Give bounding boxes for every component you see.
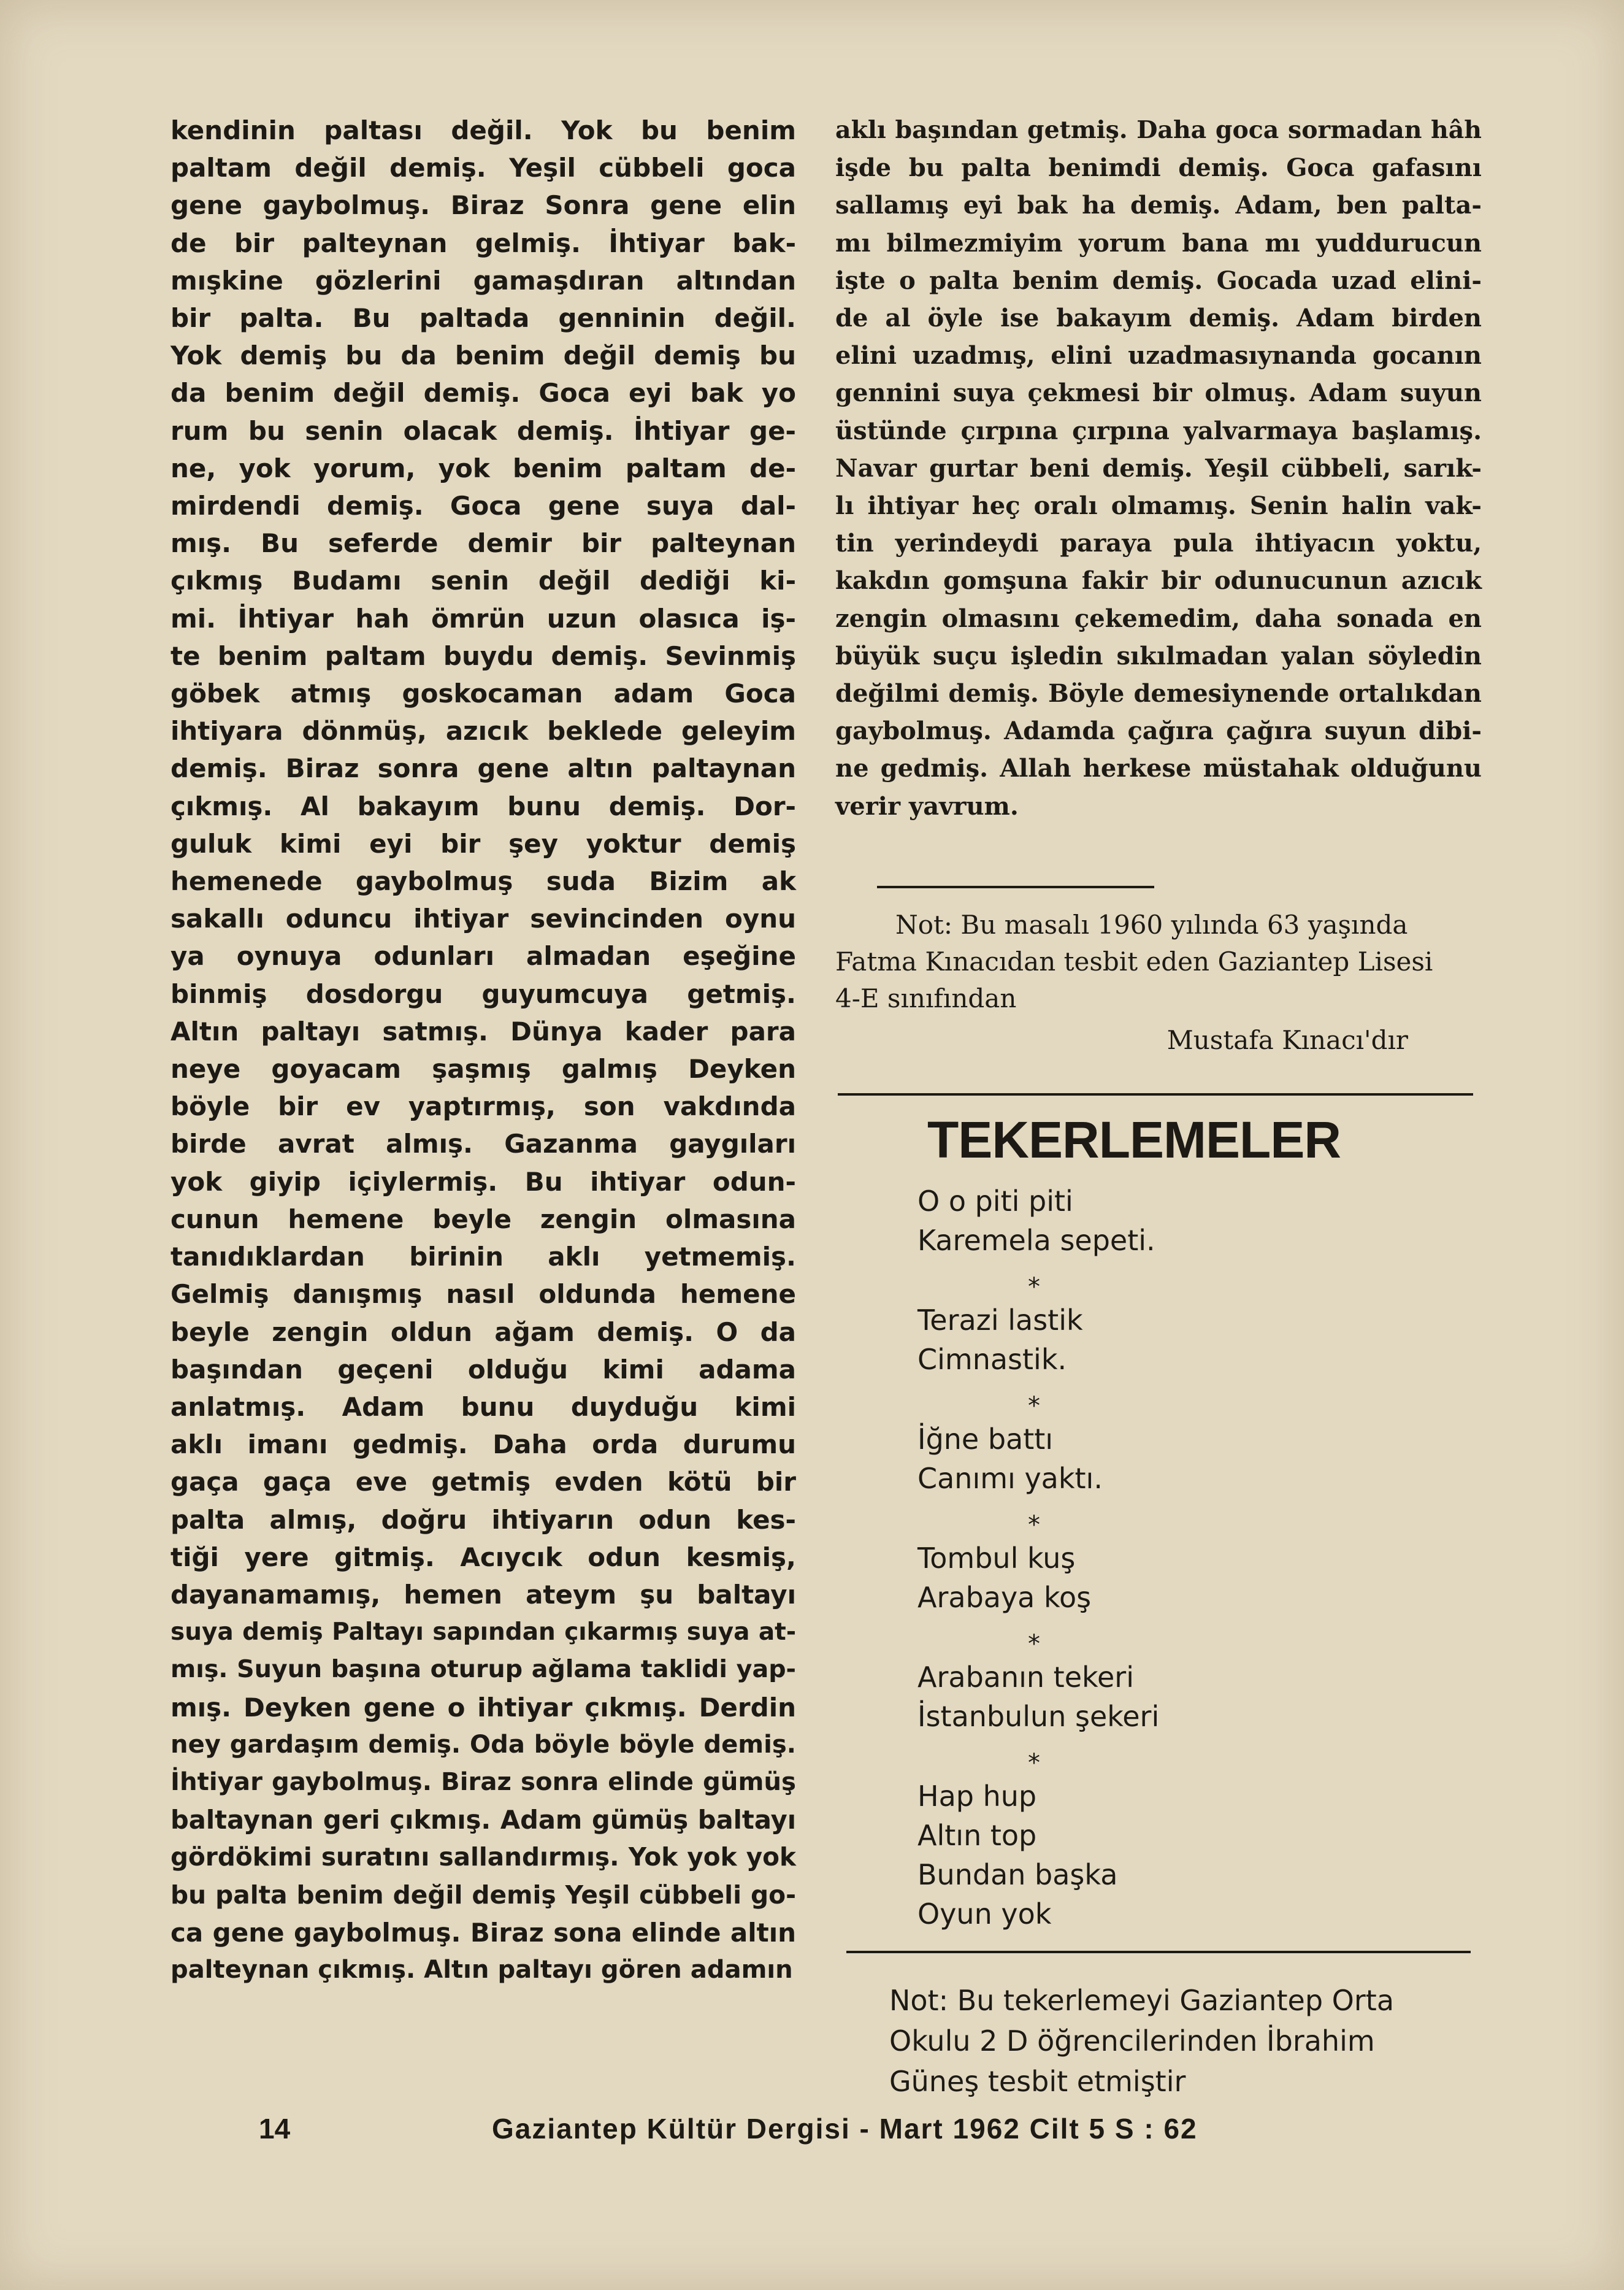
text-line: Altın paltayı satmış. Dünya kader para	[170, 1016, 796, 1047]
divider-bottom	[846, 1951, 1471, 1953]
text-line: palta almış, doğru ihtiyarın odun kes-	[170, 1504, 796, 1535]
text-line: palteynan çıkmış. Altın paltayı gören adamın	[170, 1955, 793, 1984]
text-line: zengin olmasını çekemedim, daha sonada en	[835, 604, 1482, 633]
text-line: verir yavrum.	[835, 791, 1019, 821]
text-line: lı ihtiyar heç oralı olmamış. Senin halin vak-	[835, 491, 1482, 521]
text-line: sallamış eyi bak ha demiş. Adam, ben palta-	[835, 191, 1482, 220]
text-line: gaybolmuş. Adamda çağıra çağıra suyun dibi-	[835, 717, 1482, 746]
text-line: Navar gurtar beni demiş. Yeşil cübbeli, sarık-	[835, 453, 1482, 483]
stanza-separator: *	[1028, 1273, 1040, 1301]
text-line: guluk kimi eyi bir şey yoktur demiş	[170, 828, 796, 859]
text-line: kakdın gomşuna fakir bir odunucunun azıcık	[835, 566, 1482, 596]
text-line: yok giyip içiylermiş. Bu ihtiyar odun-	[170, 1166, 796, 1197]
journal-info: Gaziantep Kültür Dergisi - Mart 1962 Cilt 5 S : 62	[492, 2113, 1198, 2145]
text-line: işte o palta benim demiş. Gocada uzad elini-	[835, 266, 1482, 295]
text-line: elini uzadmış, elini uzadmasıynanda gocanın	[835, 341, 1482, 371]
text-line: rum bu senin olacak demiş. İhtiyar ge-	[170, 415, 796, 446]
stanza	[917, 1777, 1285, 1934]
verse-line: Oyun yok	[917, 1897, 1052, 1931]
text-line: beyle zengin oldun ağam demiş. O da	[170, 1316, 796, 1347]
left-text-column	[170, 112, 796, 1989]
divider-long	[838, 1093, 1473, 1096]
text-line: gene gaybolmuş. Biraz Sonra gene elin	[170, 190, 796, 221]
stanza-separator: *	[1028, 1392, 1040, 1420]
text-line: mışkine gözlerini gamaşdıran altından	[170, 265, 796, 296]
text-line: sakallı oduncu ihtiyar sevincinden oynu	[170, 904, 796, 934]
verse-line: Bundan başka	[917, 1858, 1118, 1891]
tekerleme-poem	[917, 1182, 1285, 1934]
note-tekerleme-line-1: Not: Bu tekerlemeyi Gaziantep Orta	[889, 1984, 1395, 2017]
text-line: neye goyacam şaşmış galmış Deyken	[170, 1054, 796, 1085]
text-line: da benim değil demiş. Goca eyi bak yo	[170, 378, 796, 409]
verse-line: Cimnastik.	[917, 1343, 1067, 1376]
text-line: ne, yok yorum, yok benim paltam de-	[170, 453, 796, 483]
stanza-separator: *	[1028, 1749, 1040, 1777]
text-line: ne gedmiş. Allah herkese müstahak olduğunu	[835, 754, 1482, 783]
stanza	[917, 1182, 1285, 1260]
right-text-column	[835, 112, 1482, 825]
verse-line: Altın top	[917, 1819, 1037, 1852]
stanza-separator: *	[1028, 1630, 1040, 1658]
verse-line: Hap hup	[917, 1780, 1037, 1813]
verse-line: Tombul kuş	[917, 1542, 1076, 1575]
verse-line: Canımı yaktı.	[917, 1462, 1103, 1495]
text-line: suya demiş Paltayı sapından çıkarmış suya at-	[170, 1618, 796, 1646]
text-line: kendinin paltası değil. Yok bu benim	[170, 115, 796, 145]
text-line: hemenede gaybolmuş suda Bizim ak	[170, 866, 796, 897]
verse-line: Terazi lastik	[917, 1304, 1083, 1337]
text-line: İhtiyar gaybolmuş. Biraz sonra elinde gümüş	[170, 1767, 796, 1796]
text-line: birde avrat almış. Gazanma gaygıları	[170, 1129, 796, 1159]
divider-short	[877, 886, 1154, 888]
text-line: tanıdıklardan birinin aklı yetmemiş.	[170, 1242, 796, 1272]
text-line: demiş. Biraz sonra gene altın paltaynan	[170, 753, 796, 784]
note-masal-line-2: Fatma Kınacıdan tesbit eden Gaziantep Lisesi	[835, 947, 1433, 977]
text-line: gördökimi suratını sallandırmış. Yok yok yok	[170, 1842, 796, 1872]
text-line: gennini suya çekmesi bir olmuş. Adam suyun	[835, 378, 1482, 408]
text-line: işde bu palta benimdi demiş. Goca gafasını	[835, 153, 1482, 183]
text-line: çıkmış. Al bakayım bunu demiş. Dor-	[170, 791, 796, 821]
text-line: cunun hemene beyle zengin olmasına	[170, 1204, 796, 1234]
text-line: Gelmiş danışmış nasıl oldunda hemene	[170, 1279, 796, 1310]
text-line: mış. Suyun başına oturup ağlama taklidi yap-	[170, 1655, 796, 1684]
text-line: te benim paltam buydu demiş. Sevinmiş	[170, 640, 796, 671]
text-line: mı bilmezmiyim yorum bana mı yuddurucun	[835, 228, 1482, 258]
verse-line: Arabanın tekeri	[917, 1661, 1134, 1694]
text-line: büyük suçu işledin sıkılmadan yalan söyledin	[835, 641, 1482, 670]
stanza	[917, 1301, 1285, 1379]
text-line: değilmi demiş. Böyle demesiynende ortalıkdan	[835, 679, 1482, 709]
note-tekerleme-line-3: Güneş tesbit etmiştir	[889, 2065, 1186, 2098]
note-masal	[835, 907, 1482, 1059]
text-line: binmiş dosdorgu guyumcuya getmiş.	[170, 978, 796, 1009]
page-number: 14	[259, 2113, 291, 2145]
text-line: aklı başından getmiş. Daha goca sormadan hâh	[835, 116, 1482, 144]
text-line: Yok demiş bu da benim değil demiş bu	[170, 340, 796, 371]
note-masal-line-3: 4-E sınıfından	[835, 983, 1017, 1013]
note-tekerleme	[889, 1980, 1478, 2102]
stanza	[917, 1420, 1285, 1498]
text-line: ney gardaşım demiş. Oda böyle böyle demiş.	[170, 1730, 796, 1759]
text-line: tin yerindeydi paraya pula ihtiyacın yoktu,	[835, 529, 1482, 558]
stanza	[917, 1658, 1285, 1736]
stanza-separator: *	[1028, 1511, 1040, 1539]
verse-line: Arabaya koş	[917, 1581, 1092, 1614]
text-line: tiği yere gitmiş. Acıycık odun kesmiş,	[170, 1542, 796, 1572]
text-line: de bir palteynan gelmiş. İhtiyar bak-	[170, 228, 796, 258]
text-line: paltam değil demiş. Yeşil cübbeli goca	[170, 153, 796, 183]
text-line: üstünde çırpına çırpına yalvarmaya başlamış.	[835, 416, 1482, 445]
verse-line: O o piti piti	[917, 1185, 1073, 1218]
text-line: ca gene gaybolmuş. Biraz sona elinde altın	[170, 1917, 796, 1948]
text-line: baltaynan geri çıkmış. Adam gümüş baltayı	[170, 1805, 796, 1835]
text-line: de al öyle ise bakayım demiş. Adam birden	[835, 304, 1482, 333]
note-tekerleme-line-2: Okulu 2 D öğrencilerinden İbrahim	[889, 2024, 1375, 2058]
text-line: ihtiyara dönmüş, azıcık beklede geleyim	[170, 716, 796, 747]
text-line: aklı imanı gedmiş. Daha orda durumu	[170, 1429, 796, 1460]
verse-line: Karemela sepeti.	[917, 1224, 1155, 1257]
text-line: ya oynuya odunları almadan eşeğine	[170, 941, 796, 972]
text-line: bir palta. Bu paltada genninin değil.	[170, 303, 796, 334]
text-line: mi. İhtiyar hah ömrün uzun olasıca iş-	[170, 603, 796, 634]
note-masal-line-1: Not: Bu masalı 1960 yılında 63 yaşında	[895, 910, 1408, 940]
stanza	[917, 1539, 1285, 1617]
text-line: böyle bir ev yaptırmış, son vakdında	[170, 1091, 796, 1122]
text-line: başından geçeni olduğu kimi adama	[170, 1354, 796, 1385]
text-line: anlatmış. Adam bunu duyduğu kimi	[170, 1391, 796, 1422]
page-footer	[0, 2112, 1624, 2149]
section-title: TEKERLEMELER	[927, 1111, 1341, 1169]
text-line: bu palta benim değil demiş Yeşil cübbeli go-	[170, 1880, 796, 1910]
text-line: çıkmış Budamı senin değil dediği ki-	[170, 566, 796, 596]
text-line: gaça gaça eve getmiş evden kötü bir	[170, 1467, 796, 1497]
text-line: mirdendi demiş. Goca gene suya dal-	[170, 491, 796, 521]
verse-line: İğne battı	[917, 1423, 1054, 1456]
verse-line: İstanbulun şekeri	[917, 1700, 1160, 1733]
note-masal-signature: Mustafa Kınacı'dır	[1166, 1025, 1408, 1055]
text-line: dayanamamış, hemen ateym şu baltayı	[170, 1579, 796, 1610]
text-line: mış. Bu seferde demir bir palteynan	[170, 528, 796, 559]
text-line: mış. Deyken gene o ihtiyar çıkmış. Derdin	[170, 1692, 796, 1723]
text-line: göbek atmış goskocaman adam Goca	[170, 678, 796, 709]
